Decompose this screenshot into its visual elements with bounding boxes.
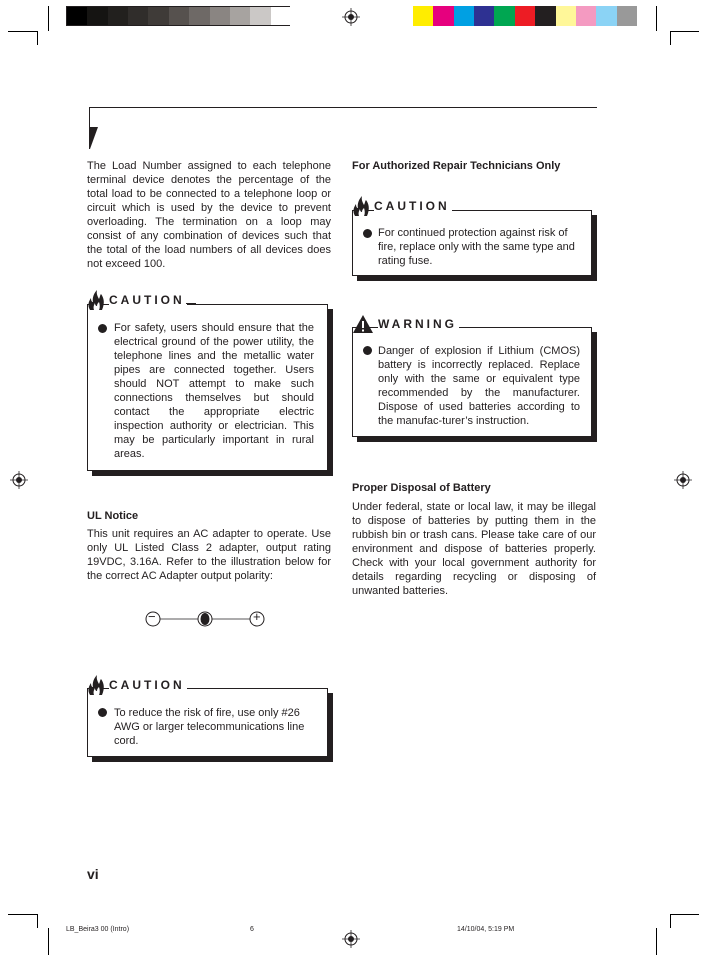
caution-text: For continued protection against risk of fire, replace only with the same type and rating fuse. [378,227,575,267]
crop-mark [670,31,671,45]
negative-symbol: − [148,609,156,624]
color-swatch [433,6,454,26]
grayscale-swatch [189,7,210,25]
footer-timestamp: 14/10/04, 5:19 PM [457,926,515,933]
grayscale-swatch [210,7,231,25]
positive-symbol: + [253,609,261,624]
footer-page: 6 [250,926,254,933]
fire-icon [87,674,105,696]
color-swatch [413,6,434,26]
warning-text: Danger of explosion if Lithium (CMOS) battery is incorrectly replaced. Replace only with the same or equivalent type recommended by the manufacturer. Dispose of used batteries according to the manufac-turer’s instruction. [378,345,580,427]
color-calibration-bar [413,6,637,26]
color-swatch [617,6,638,26]
crop-mark [670,31,699,32]
registration-mark-icon [674,471,692,489]
grayscale-swatch [148,7,169,25]
bullet-icon [98,324,107,333]
header-tab-marker [89,127,98,149]
caution-box-fuse [352,210,592,276]
exclamation-triangle-icon [352,314,374,334]
caution-label-rule [186,303,196,304]
crop-mark [48,928,49,955]
ul-notice-heading: UL Notice [87,510,139,522]
bullet-icon [363,229,372,238]
crop-mark [8,31,37,32]
grayscale-swatch [67,7,88,25]
grayscale-swatch [108,7,129,25]
color-swatch [596,6,617,26]
color-swatch [515,6,536,26]
page-number: vi [87,866,99,882]
crop-mark [37,31,38,45]
registration-mark-icon [10,471,28,489]
header-rule [89,107,597,108]
battery-disposal-heading: Proper Disposal of Battery [352,482,491,494]
registration-mark-icon [342,930,360,948]
grayscale-calibration-bar [66,6,290,26]
caution-label: CAUTION [374,199,450,213]
caution-text: To reduce the risk of fire, use only #26 AWG or larger telecommunications line cord. [114,707,305,747]
footer-file-name: LB_Beira3 00 (Intro) [66,926,130,933]
caution-label: CAUTION [109,678,185,692]
repair-technicians-heading: For Authorized Repair Technicians Only [352,160,561,172]
crop-mark [670,914,671,928]
fire-icon [352,195,370,217]
caution-text: For safety, users should ensure that the electrical ground of the power utility, the telephone lines and the metallic water pipes are connected together. Users should NOT attempt to make such connections themselves but should contact the appropriate electric inspection authority or electrician. This may be particularly important in rural areas. [114,322,314,460]
warning-label: WARNING [378,317,457,331]
crop-mark [8,914,37,915]
crop-mark [48,6,49,31]
grayscale-swatch [230,7,251,25]
bullet-icon [363,346,372,355]
caution-box-grounding [87,304,328,471]
crop-mark [37,914,38,928]
crop-mark [656,928,657,955]
grayscale-swatch [87,7,108,25]
ul-notice-paragraph: This unit requires an AC adapter to operate. Use only UL Listed Class 2 adapter, output rating 19VDC, 3.16A. Refer to the illustration below for the correct AC Adapter output polarity: [87,528,331,582]
grayscale-swatch [169,7,190,25]
crop-mark [656,6,657,31]
color-swatch [454,6,475,26]
grayscale-swatch [250,7,271,25]
warning-box-battery [352,327,592,437]
crop-mark [670,914,699,915]
registration-mark-icon [342,8,360,26]
color-swatch [474,6,495,26]
grayscale-swatch [271,7,292,25]
color-swatch [535,6,556,26]
battery-disposal-paragraph: Under federal, state or local law, it may be illegal to dispose of batteries by putting them in the rubbish bin or trash cans. Please take care of our environment and dispose of batteries properly. Check with your local government authority for details regarding recycling or disposing of unwanted batteries. [352,501,596,597]
grayscale-swatch [128,7,149,25]
load-number-paragraph: The Load Number assigned to each telephone terminal device denotes the percentage of the total load to be connected to a telephone loop or circuit which is used by the device to prevent overloading. The termination on a loop may consist of any combination of devices such that the total of the load numbers of all devices does not exceed 100. [87,160,331,270]
fire-icon [87,289,105,311]
color-swatch [576,6,597,26]
polarity-diagram [143,607,267,631]
color-swatch [494,6,515,26]
color-swatch [556,6,577,26]
bullet-icon [98,708,107,717]
caution-label: CAUTION [109,293,185,307]
caution-box-line-cord [87,688,328,757]
